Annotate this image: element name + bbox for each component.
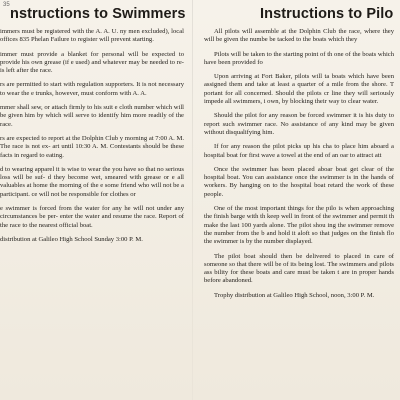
page-fold: [192, 0, 193, 400]
pilots-paragraph-4: Should the pilot for any reason be forced swimmer it is his duty to report such swimmer race. No assistance of any kind may be given without disqualifying him.: [204, 112, 394, 136]
swimmers-paragraph-1: immers must be registered with the A. A. U. ny men excluded), local offices 835 Phelan Failure to register will prevent starting.: [0, 28, 184, 44]
swimmers-paragraph-5: rs are expected to report at the Dolphin Club y morning at 7:00 A. M. The race is not ex- art until 10:30 A. M. Contestants should be these facts in regard to eating.: [0, 134, 184, 159]
pilots-heading: Instructions to Pilo: [260, 6, 394, 22]
swimmers-paragraph-8: distribution at Galileo High School Sunday 3:00 P. M.: [0, 235, 143, 243]
swimmers-paragraph-6: d to wearing apparel it is wise to wear the you have so that no serious loss will be suf- d they become wet, smeared with grease or e all valuables at home the morning of the e some friend who will not be a participant. ce will not be responsible for clothes or: [0, 165, 184, 198]
pilots-column: [204, 6, 394, 306]
pilots-paragraph-8: The pilot boat should then be delivered to placed in care of someone so that there will be of its being lost. The swimmers and pilots ass bility for these boats and care must be taken t are in proper hands before abandoned.: [204, 252, 394, 285]
corner-mark: 35: [3, 2, 10, 8]
pilots-paragraph-2: Pilots will be taken to the starting point of th one of the boats which have been provided fo: [204, 50, 394, 66]
swimmers-paragraph-7: e swimmer is forced from the water for any he will not under any circumstances be per- enter the water and resume the race. Report of the race to the nearest official boat.: [0, 205, 184, 229]
pilots-paragraph-9: Trophy distribution at Galileo High School, noon, 3:00 P. M.: [214, 291, 375, 299]
pilots-paragraph-7: One of the most important things for the pilo is when approaching the finish barge with th keep well in front of the swimmer and permit th make the last 100 yards alone. The pilot shou ing the swimmer remove the number from the b and hold it aloft so that judges on the finish flo the swimmer is by the number displayed.: [204, 205, 394, 246]
swimmers-paragraph-4: mmer shall sew, or attach firmly to his suit e cloth number which will be given him by which will serve to identify him more readily of the race.: [0, 104, 184, 128]
swimmers-column: [0, 6, 184, 250]
pilots-paragraph-3: Upon arriving at Fort Baker, pilots will ta boats which have been assigned them and take at least a quarter of a mile from the shore. T portant for all concerned. Should the pilots cr line they will seriously impede all swimmers, i own, by blocking their way to clear water.: [204, 73, 394, 106]
swimmers-heading: nstructions to Swimmers: [10, 6, 186, 22]
swimmers-paragraph-2: immer must provide a blanket for personal will be expected to provide his own grease (if e used) and whatever may be needed to re- is left after the race.: [0, 50, 184, 75]
pilots-paragraph-1: All pilots will assemble at the Dolphin Club the race, where they will be given the numbe be tacked to the boats which they: [204, 28, 394, 44]
swimmers-paragraph-3: rs are permitted to start with regulation supporters. It is not necessary to wear the e trunks, however, must conform with A. A.: [0, 81, 184, 97]
pilots-paragraph-6: Once the swimmer has been placed aboar boat get clear of the hospital boat. You can assistance once the swimmer is in the hands of workers. By hanging on to the hospital boat retard the work of these people.: [204, 165, 394, 198]
pilots-paragraph-5: If for any reason the pilot picks up his cha to place him aboard a hospital boat for first wave a towel at the end of an oar to attract att: [204, 143, 394, 159]
